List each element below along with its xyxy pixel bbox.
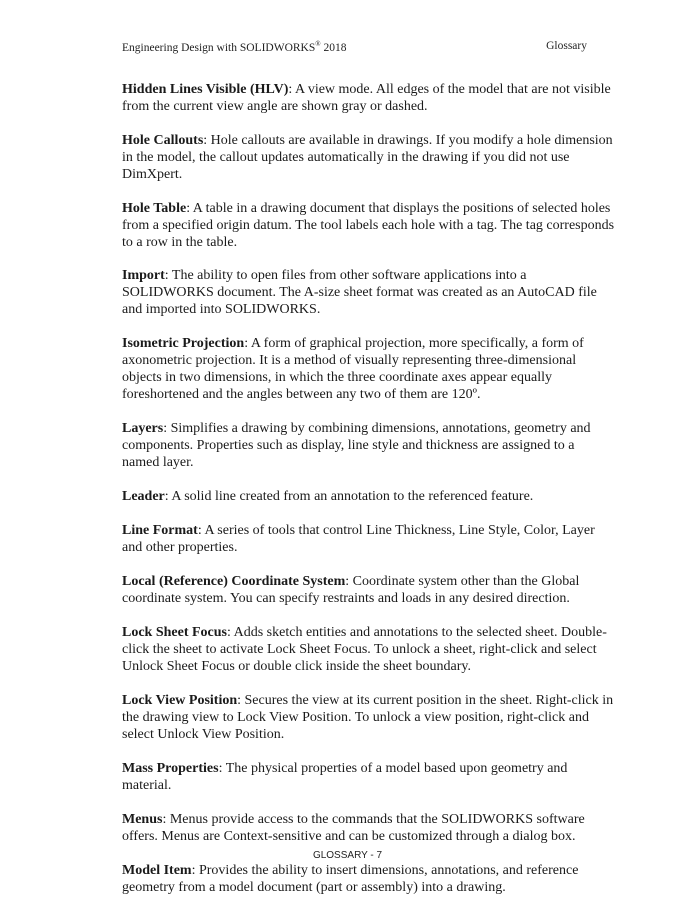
glossary-entry-model-item: Model Item: Provides the ability to insert dimensions, annotations, and reference geometry from a model document (part or assembly) into a drawing. (122, 863, 579, 895)
glossary-entry-menus: Menus: Menus provide access to the commands that the SOLIDWORKS software offers. Menus are Context-sensitive and can be customized through a dialog box. (122, 812, 585, 844)
page-footer (0, 850, 695, 861)
glossary-entry-isometric-projection: Isometric Projection: A form of graphical projection, more specifically, a form of axonometric projection. It is a method of visually representing three-dimensional objects in two dimensions, in which the three coordinate axes appear equally foreshortened and the angles between any two of them are 120º. (122, 336, 584, 402)
glossary-entry-layers: Layers: Simplifies a drawing by combining dimensions, annotations, geometry and components. Properties such as display, line style and thickness are assigned to a named layer. (122, 421, 591, 470)
book-title: Engineering Design with SOLIDWORKS® 2018 (122, 40, 347, 54)
glossary-entry-lock-sheet-focus: Lock Sheet Focus: Adds sketch entities and annotations to the selected sheet. Double-click the sheet to activate Lock Sheet Focus. To unlock a sheet, right-click and select Unlock Sheet Focus or double click inside the sheet boundary. (122, 625, 607, 674)
glossary-entry-hole-callouts: Hole Callouts: Hole callouts are available in drawings. If you modify a hole dimension in the model, the callout updates automatically in the drawing if you did not use DimXpert. (122, 133, 613, 182)
glossary-entry-mass-properties: Mass Properties: The physical properties of a model based upon geometry and material. (122, 761, 568, 793)
glossary-entry-import: Import: The ability to open files from other software applications into a SOLIDWORKS document. The A-size sheet format was created as an AutoCAD file and imported into SOLIDWORKS. (122, 268, 597, 317)
glossary-entry-hole-table: Hole Table: A table in a drawing document that displays the positions of selected holes from a specified origin datum. The tool labels each hole with a tag. The tag corresponds to a row in the table. (122, 201, 615, 250)
glossary-entry-leader: Leader: A solid line created from an annotation to the referenced feature. (122, 489, 534, 504)
page-header (122, 40, 587, 54)
glossary-entry-hidden-lines-visible: Hidden Lines Visible (HLV): A view mode. All edges of the model that are not visible from the current view angle are shown gray or dashed. (122, 82, 611, 114)
section-title: Glossary (546, 40, 587, 52)
glossary-entry-line-format: Line Format: A series of tools that control Line Thickness, Line Style, Color, Layer and other properties. (122, 523, 595, 555)
page-number: GLOSSARY - 7 (312, 850, 383, 861)
glossary-entry-local-coordinate-system: Local (Reference) Coordinate System: Coordinate system other than the Global coordinate system. You can specify restraints and loads in any desired direction. (122, 574, 580, 606)
glossary-content (122, 81, 615, 913)
glossary-entry-lock-view-position: Lock View Position: Secures the view at its current position in the sheet. Right-click in the drawing view to Lock View Position. To unlock a view position, right-click and select Unlock View Position. (122, 693, 614, 742)
